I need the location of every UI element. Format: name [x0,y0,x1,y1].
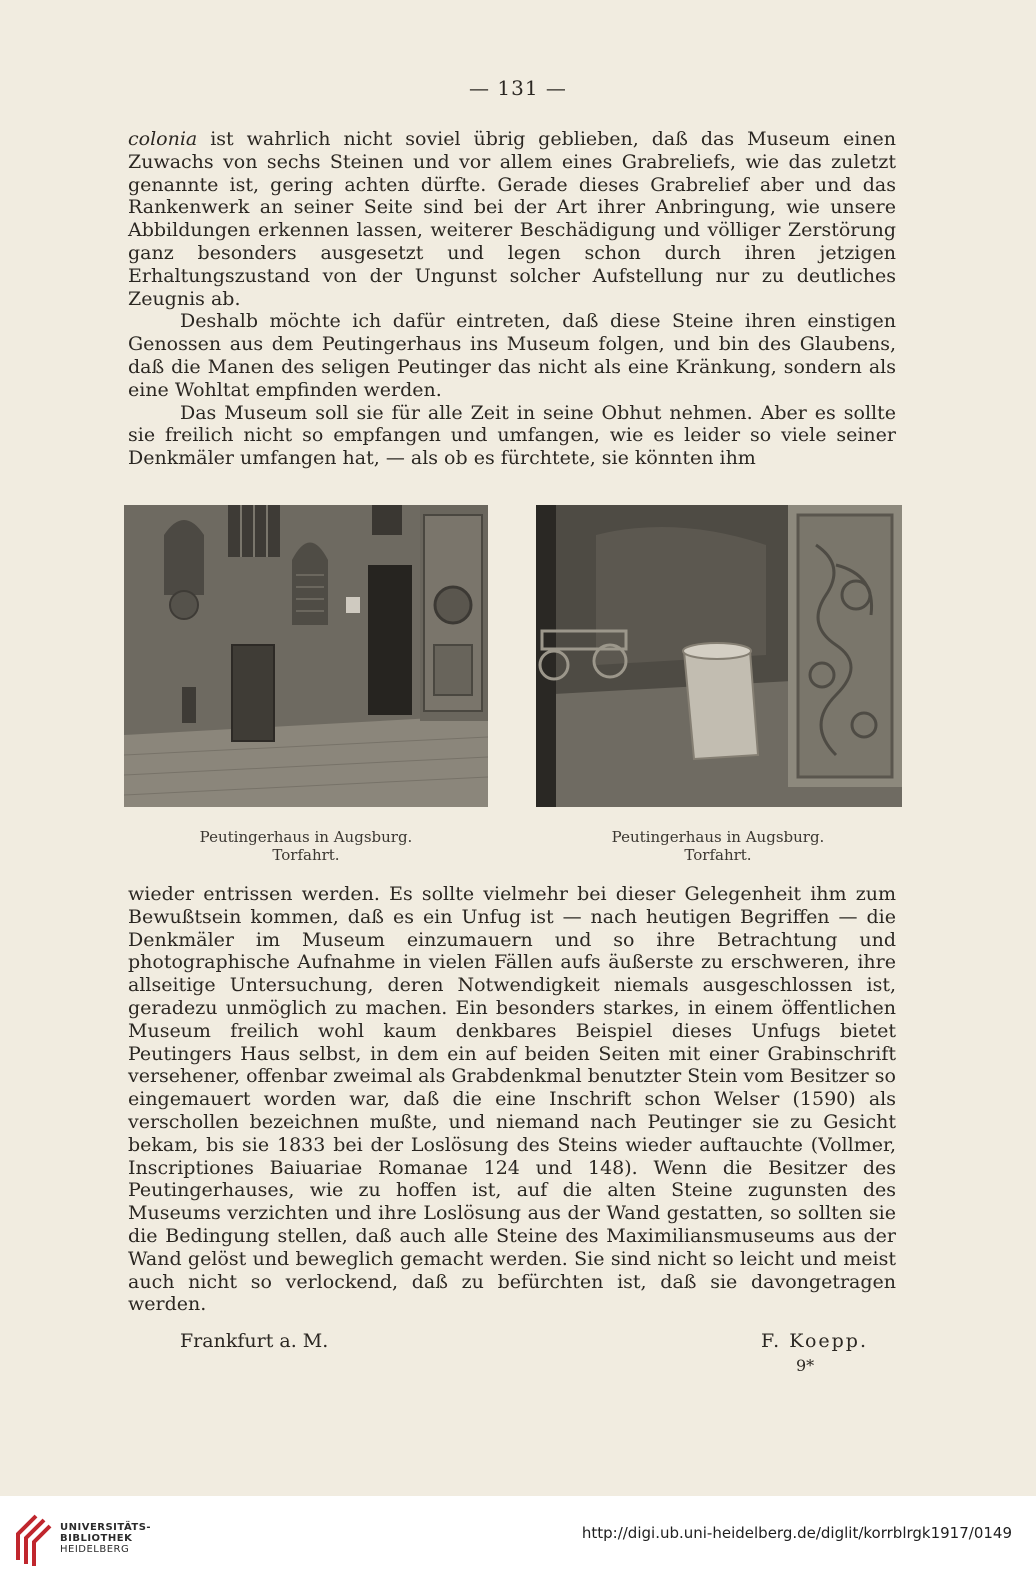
figure-caption-left [124,828,488,864]
signature-place: Frankfurt a. M. [180,1330,329,1352]
signature-author: F. Koepp. [760,1330,868,1352]
library-logo-icon [12,1508,52,1568]
paragraph: Deshalb möchte ich dafür eintreten, daß diese Steine ihren einstigen Genossen aus dem Peutingerhaus ins Museum folgen, und bin des Glaubens, daß die Manen des seligen Peutinger das nicht als eine Kränkung, sondern als eine Wohltat empfinden werden. [128,310,896,401]
caption-line: Torfahrt. [272,846,340,864]
paragraph-text: ist wahrlich nicht soviel übrig geblieben, daß das Museum einen Zuwachs von sechs Steinen und vor allem eines Grabreliefs, wie das zuletzt genannte ist, gering achten dürfte. Gerade dieses Grabrelief aber und das Rankenwerk an seiner Seite sind bei der Art ihrer Anbringung, wie unsere Abbildungen erkennen lassen, weiterer Beschädigung und völliger Zerstörung ganz besonders ausgesetzt und legen schon durch ihren jetzigen Erhaltungszustand von der Ungunst solcher Aufstellung nur zu deutliches Zeugnis ab. [128,128,896,310]
caption-line: Peutingerhaus in Augsburg. [611,828,825,846]
photo-relief-stone [536,505,902,807]
paragraph: Das Museum soll sie für alle Zeit in seine Obhut nehmen. Aber es sollte sie freilich nicht so empfangen und umfangen, wie es leider so viele seiner Denkmäler umfangen hat, — als ob es fürchtete, sie könnten ihm [128,401,896,470]
paragraph: wieder entrissen werden. Es sollte vielmehr bei dieser Gelegenheit ihm zum Bewußtsein kommen, daß es ein Unfug ist — nach heutigen Begriffen — die Denkmäler im Museum einzumauern und so ihre Betrachtung und photographische Aufnahme in vielen Fällen aufs äußerste zu erschweren, ihre allseitige Untersuchung, deren Notwendigkeit niemals ausgeschlossen ist, geradezu unmöglich zu machen. Ein besonders starkes, in einem öffentlichen Museum freilich wohl kaum denkbares Beispiel dieses Unfugs bietet Peutingers Haus selbst, in dem ein auf beiden Seiten mit einer Grabinschrift versehener, offenbar zweimal als Grabdenkmal benutzter Stein vom Besitzer so eingemauert worden war, daß die eine Inschrift schon Welser (1590) als verschollen bezeichnen mußte, und niemand nach Peutinger sie zu Gesicht bekam, bis sie 1833 bei der Loslösung des Steins wieder auftauchte (Vollmer, Inscriptiones Baiuariae Romanae 124 und 148). Wenn die Besitzer des Peutingerhauses, wie zu hoffen ist, auf die alten Steine zugunsten des Museums verzichten und ihre Loslösung aus der Wand gestatten, so sollten sie die Bedingung stellen, daß auch alle Steine des Maximiliansmuseums aus der Wand gelöst und beweglich gemacht werden. Sie sind nicht so leicht und meist auch nicht so verlockend, daß zu befürchten ist, daß sie davongetragen werden. [128,883,896,1316]
italic-term: colonia [128,128,198,150]
paragraph [128,128,896,310]
source-url-link[interactable]: http://digi.ub.uni-heidelberg.de/diglit/korrblrgk1917/0149 [581,1524,1012,1542]
page-number: — 131 — [469,76,567,100]
body-text-bottom [128,883,896,1316]
caption-line: Torfahrt. [684,846,752,864]
photo-courtyard-gate [124,505,488,807]
caption-line: Peutingerhaus in Augsburg. [199,828,413,846]
figure-caption-right [536,828,900,864]
footer-bar [0,1496,1036,1587]
library-name: UNIVERSITÄTS- BIBLIOTHEK HEIDELBERG [60,1522,152,1555]
sheet-signature-mark: 9* [796,1356,815,1375]
body-text-top [128,128,896,470]
